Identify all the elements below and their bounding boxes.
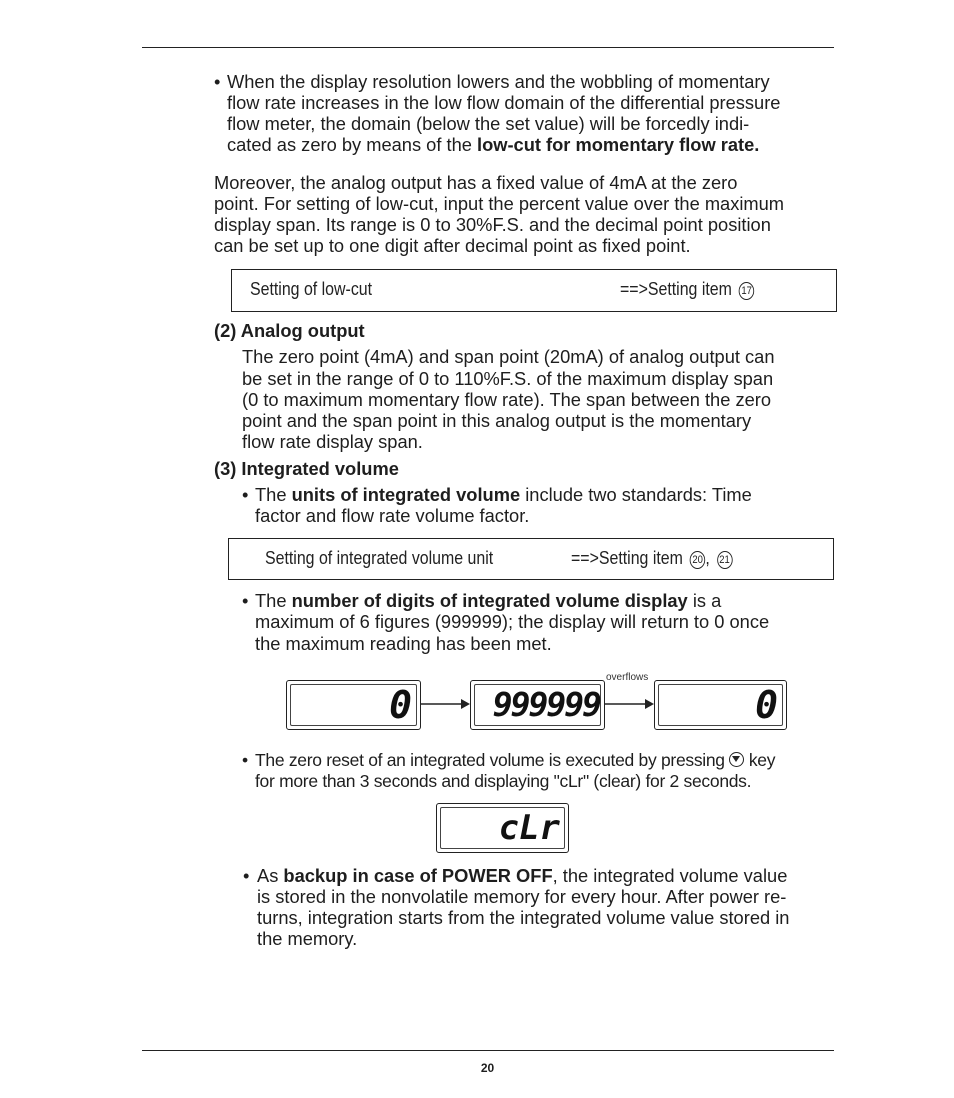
lcd-display-reset bbox=[654, 680, 787, 730]
text-line: is stored in the nonvolatile memory for every hour. After power re- bbox=[257, 886, 787, 907]
text-line: can be set up to one digit after decimal point as fixed point. bbox=[214, 235, 691, 256]
text-line: the maximum reading has been met. bbox=[255, 633, 552, 654]
text-line: be set in the range of 0 to 110%F.S. of the maximum display span bbox=[242, 368, 774, 389]
text-line: point. For setting of low-cut, input the percent value over the maximum bbox=[214, 193, 785, 214]
text-line: The zero point (4mA) and span point (20mA) of analog output can bbox=[242, 346, 775, 367]
text-line: The zero reset of an integrated volume is executed by pressing key bbox=[255, 750, 776, 770]
text-line: Moreover, the analog output has a fixed value of 4mA at the zero bbox=[214, 172, 738, 193]
box-label: Setting of integrated volume unit bbox=[265, 547, 494, 568]
text-line: the memory. bbox=[257, 928, 358, 949]
circled-number: 21 bbox=[717, 551, 732, 569]
bullet-dot: • bbox=[242, 484, 249, 505]
box-reference: ==>Setting item 20 , 21 bbox=[571, 547, 732, 569]
text-line: flow rate increases in the low flow domain of the differential pressure bbox=[227, 92, 781, 113]
box-reference: ==>Setting item 17 bbox=[620, 278, 754, 300]
text-line: The units of integrated volume include two standards: Time bbox=[255, 484, 752, 505]
bullet-dot: • bbox=[242, 590, 249, 611]
text-line: turns, integration starts from the integrated volume value stored in bbox=[257, 907, 790, 928]
text-line: (0 to maximum momentary flow rate). The span between the zero bbox=[242, 389, 772, 410]
circled-number: 20 bbox=[690, 551, 705, 569]
text-line: As backup in case of POWER OFF, the integrated volume value bbox=[257, 865, 788, 886]
text-line: flow meter, the domain (below the set value) will be forcedly indi- bbox=[227, 113, 750, 134]
bullet-dot: • bbox=[242, 750, 249, 770]
text-line: maximum of 6 figures (999999); the display will return to 0 once bbox=[255, 611, 770, 632]
text-line: display span. Its range is 0 to 30%F.S. and the decimal point position bbox=[214, 214, 771, 235]
setting-integrated-unit-box bbox=[228, 538, 834, 580]
overflow-label: overflows bbox=[606, 672, 649, 683]
lcd-value: 0 bbox=[389, 683, 412, 727]
down-arrow-key-icon bbox=[729, 752, 744, 767]
lcd-value: cLr bbox=[498, 808, 560, 848]
bottom-rule bbox=[142, 1050, 834, 1051]
bold-term: number of digits of integrated volume display bbox=[291, 590, 688, 611]
text-line: When the display resolution lowers and the wobbling of momentary bbox=[227, 71, 770, 92]
lcd-display-clear bbox=[436, 803, 569, 853]
text-line: cated as zero by means of the low-cut for momentary flow rate. bbox=[227, 134, 760, 155]
heading-analog-output: (2) Analog output bbox=[214, 320, 365, 341]
arrow-icon bbox=[421, 696, 471, 712]
top-rule bbox=[142, 47, 834, 48]
box-label: Setting of low-cut bbox=[250, 278, 373, 299]
circled-number: 17 bbox=[739, 282, 754, 300]
bold-term: backup in case of POWER OFF bbox=[283, 865, 553, 886]
heading-integrated-volume: (3) Integrated volume bbox=[214, 458, 399, 479]
bold-term: low-cut for momentary flow rate. bbox=[476, 134, 760, 155]
text-line: for more than 3 seconds and displaying "cLr" (clear) for 2 seconds. bbox=[255, 771, 752, 791]
bold-term: units of integrated volume bbox=[291, 484, 521, 505]
lcd-value: 0 bbox=[755, 683, 778, 727]
text-line: point and the span point in this analog output is the momentary bbox=[242, 410, 752, 431]
page-number: 20 bbox=[480, 1061, 495, 1075]
text-line: The number of digits of integrated volume display is a bbox=[255, 590, 722, 611]
bullet-dot: • bbox=[214, 71, 221, 92]
text-line: flow rate display span. bbox=[242, 431, 423, 452]
lcd-display-max bbox=[470, 680, 605, 730]
bullet-dot: • bbox=[243, 865, 250, 886]
setting-lowcut-box bbox=[231, 269, 837, 312]
arrow-icon bbox=[605, 696, 655, 712]
lcd-display-start bbox=[286, 680, 421, 730]
lcd-value: 999999 bbox=[492, 685, 600, 724]
text-line: factor and flow rate volume factor. bbox=[255, 505, 530, 526]
